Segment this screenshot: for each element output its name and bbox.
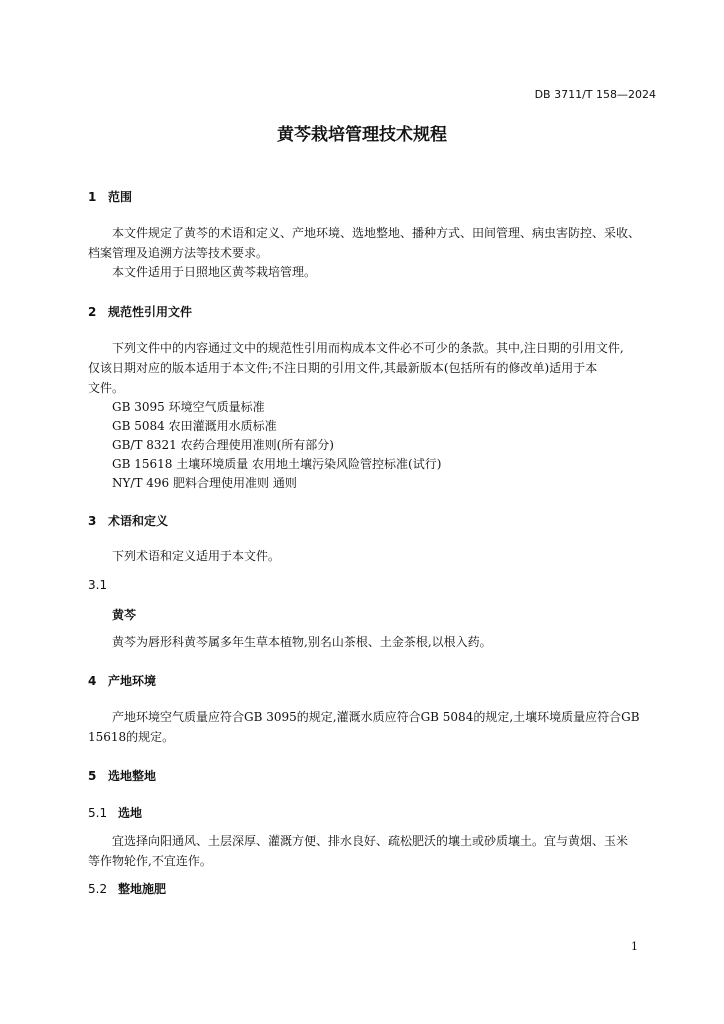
section-3-heading (88, 512, 168, 529)
section-title: 选地整地 (108, 769, 157, 783)
reference-item: GB 5084 农田灌溉用水质标准 (112, 419, 277, 433)
section-title: 术语和定义 (108, 514, 169, 528)
subsection-5-2-heading (88, 880, 166, 897)
term-definition: 黄芩为唇形科黄芩属多年生草本植物,别名山茶根、土金茶根,以根入药。 (112, 635, 492, 649)
paragraph-line: 宜选择向阳通风、土层深厚、灌溉方便、排水良好、疏松肥沃的壤土或砂质壤土。宜与黄烟、玉米 (112, 834, 629, 848)
paragraph-line: 产地环境空气质量应符合GB 3095的规定,灌溉水质应符合GB 5084的规定,土壤环境质量应符合GB (112, 710, 640, 724)
reference-item: GB 3095 环境空气质量标准 (112, 400, 265, 414)
reference-item: GB 15618 土壤环境质量 农用地土壤污染风险管控标准(试行) (112, 457, 442, 471)
term-name: 黄芩 (112, 608, 137, 622)
section-title: 规范性引用文件 (108, 305, 193, 319)
section-number: 4 (88, 674, 97, 688)
section-title: 产地环境 (108, 674, 157, 688)
section-number: 3 (88, 514, 97, 528)
document-code: DB 3711/T 158—2024 (534, 88, 656, 101)
subsection-number: 5.2 (88, 882, 108, 896)
section-number: 2 (88, 305, 97, 319)
paragraph-line: 下列术语和定义适用于本文件。 (112, 549, 281, 563)
section-5-heading (88, 767, 156, 784)
section-number: 1 (88, 190, 97, 204)
section-2-heading (88, 303, 192, 320)
section-title: 范围 (108, 190, 133, 204)
paragraph-line: 本文件适用于日照地区黄芩栽培管理。 (112, 265, 317, 279)
subsection-title: 整地施肥 (118, 882, 167, 896)
subsection-number: 3.1 (88, 578, 108, 592)
page-title: 黄芩栽培管理技术规程 (277, 125, 447, 145)
subsection-title: 选地 (118, 806, 143, 820)
paragraph-line: 仅该日期对应的版本适用于本文件;不注日期的引用文件,其最新版本(包括所有的修改单)适用于本 (88, 361, 598, 375)
paragraph-line: 等作物轮作,不宜连作。 (88, 854, 212, 868)
section-number: 5 (88, 769, 97, 783)
section-4-heading (88, 672, 156, 689)
page-number: 1 (631, 940, 638, 953)
reference-item: GB/T 8321 农药合理使用准则(所有部分) (112, 438, 334, 452)
reference-item: NY/T 496 肥料合理使用准则 通则 (112, 476, 297, 490)
paragraph-line: 档案管理及追溯方法等技术要求。 (88, 246, 269, 260)
subsection-5-1-heading (88, 804, 142, 821)
paragraph-line: 下列文件中的内容通过文中的规范性引用而构成本文件必不可少的条款。其中,注日期的引用文件, (112, 341, 624, 355)
subsection-number: 5.1 (88, 806, 108, 820)
paragraph-line: 15618的规定。 (88, 730, 175, 744)
section-1-heading (88, 188, 132, 205)
paragraph-line: 本文件规定了黄芩的术语和定义、产地环境、选地整地、播种方式、田间管理、病虫害防控、采收、 (112, 226, 641, 240)
paragraph-line: 文件。 (88, 381, 125, 395)
